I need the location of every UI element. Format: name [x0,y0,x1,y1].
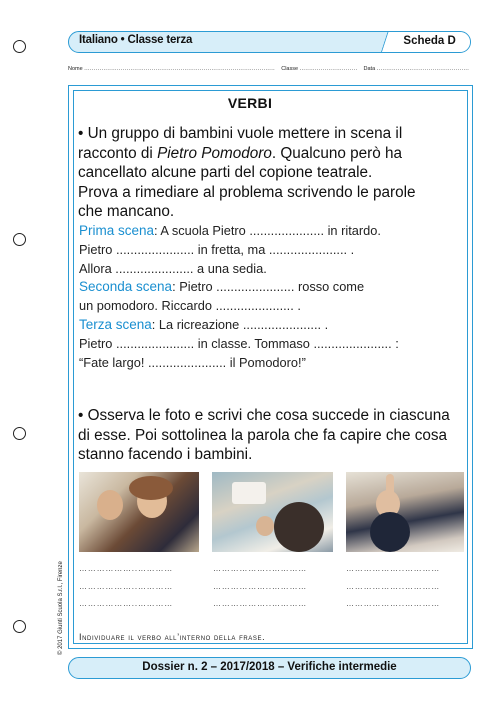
worksheet-title: VERBI [227,95,273,111]
photo-child-raising-hand [346,472,464,552]
scene2-line: Seconda scena: Pietro ...................... rosso come [79,279,365,295]
footer-bar: Dossier n. 2 – 2017/2018 – Verifiche intermedie [68,657,471,679]
scene3-line: Terza scena: La ricreazione ...................... . [79,316,329,332]
scene1-line[interactable]: Allora ...................... a una sedia. [79,260,267,276]
student-info-row [68,66,473,72]
exercise1-line: che mancano. [78,203,175,220]
subject-label: Italiano • Classe terza [79,34,193,46]
classe-label: Classe [281,66,299,72]
binder-hole-2 [13,233,26,246]
data-field[interactable]: ................................................ [376,66,470,72]
exercise1-line: racconto di Pietro Pomodoro. Qualcuno però ha [78,144,402,162]
header-bar [68,31,471,53]
photo-children-laughing [79,472,199,552]
exercise1-line: cancellato alcune parti del copione teatrale. [78,164,373,181]
scene3-line[interactable]: Pietro ...................... in classe. Tommaso ...................... : [79,335,399,351]
scene1-line[interactable]: Pietro ...................... in fretta, ma ...................... . [79,241,355,257]
learning-objective: Individuare il verbo all’interno della frase. [79,632,266,642]
scene3-label: Terza scena [79,316,152,332]
scene2-line[interactable]: un pomodoro. Riccardo ...................... . [79,298,301,314]
exercise1-line: Prova a rimediare al problema scrivendo le parole [78,183,416,201]
data-label: Data [363,66,376,72]
exercise2-line: stanno facendo i bambini. [78,446,253,463]
scene1-label: Prima scena [79,223,155,238]
answer-lines-photo1[interactable]: ………………..………… ………………..………… ………………..………… [79,564,174,608]
exercise1-instructions [78,124,463,222]
binder-hole-4 [13,620,26,633]
scene2-label: Seconda scena [79,279,173,295]
exercise2-instructions [78,406,463,465]
sheet-tab [381,32,471,52]
binder-hole-3 [13,427,26,440]
photo-children-writing [212,472,333,552]
nome-label: Nome [68,66,83,72]
exercise2-line: di esse. Poi sottolinea la parola che fa capire che cosa [78,426,448,444]
nome-field[interactable]: ................................................................................................... [84,66,276,72]
exercise1-line: • Un gruppo di bambini vuole mettere in scena il [78,125,403,142]
script-scenes [79,222,464,372]
classe-field[interactable]: .............................. [299,66,358,72]
sheet-label: Scheda D [403,35,456,47]
scene3-line[interactable]: “Fate largo! ...................... il Pomodoro!” [79,354,306,370]
story-title: Pietro Pomodoro [157,144,272,162]
answer-lines-photo3[interactable]: ………………..………… ………………..………… ………………..………… [346,564,441,608]
scene1-line: Prima scena: A scuola Pietro ..................... in ritardo. [79,223,381,238]
copyright-note: © 2017 Giunti Scuola S.r.l., Firenze [58,561,64,655]
exercise2-line: • Osserva le foto e scrivi che cosa succede in ciascuna [78,407,450,424]
answer-lines-photo2[interactable]: ………………..………… ………………..………… ………………..………… [213,564,308,608]
binder-hole-1 [13,40,26,53]
